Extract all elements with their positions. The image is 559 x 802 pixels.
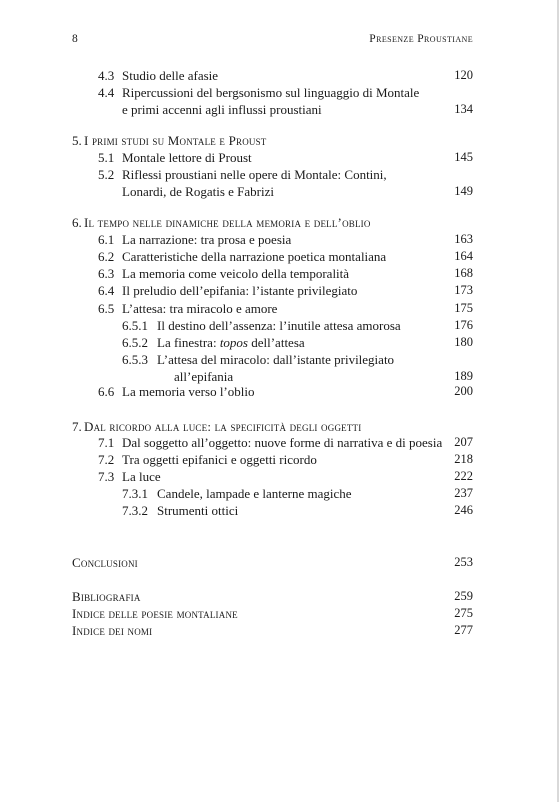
entry-title: Candele, lampade e lanterne magiche [157,486,352,501]
page-ref: 222 [454,469,473,483]
toc-entry-6-6[interactable] [72,383,473,400]
running-header [72,33,473,47]
entry-title: Indice delle poesie montaliane [72,606,238,621]
entry-title-continued: Lonardi, de Rogatis e Fabrizi [122,184,274,199]
toc-chapter-5[interactable] [72,132,473,149]
toc-entry-5-2[interactable] [72,166,473,200]
section-number: 6.4 [98,283,115,298]
toc-entry-4-4[interactable] [72,84,473,118]
toc-entry-6-3[interactable] [72,265,473,282]
chapter-title: Il tempo nelle dinamiche della memoria e dell’oblio [84,215,371,230]
page-ref: 173 [454,283,473,297]
section-number: 5.2 [98,167,115,182]
section-number: 6.5 [98,301,115,316]
toc-entry-5-1[interactable] [72,149,473,166]
toc-entry-6-1[interactable] [72,231,473,248]
toc-entry-6-4[interactable] [72,282,473,299]
section-number: 7.1 [98,435,115,450]
section-number: 6.5.2 [122,335,148,350]
page-ref: 277 [454,623,473,637]
entry-title: Il destino dell’assenza: l’inutile attesa amorosa [157,318,401,333]
page-ref: 145 [454,150,473,164]
entry-title: Dal soggetto all’oggetto: nuove forme di narrativa e di poesia [122,435,443,450]
toc-indice-poesie[interactable] [72,605,473,622]
toc-entry-6-2[interactable] [72,248,473,265]
section-number: 5.1 [98,150,115,165]
chapter-number: 7. [72,419,82,434]
toc-entry-4-3[interactable] [72,67,473,84]
entry-title: Studio delle afasie [122,68,219,83]
page-ref: 176 [454,318,473,332]
chapter-number: 6. [72,215,82,230]
toc-indice-nomi[interactable] [72,622,473,639]
entry-title: La memoria verso l’oblio [122,384,255,399]
section-number: 6.5.3 [122,352,148,367]
page-ref: 259 [454,589,473,603]
entry-title: Indice dei nomi [72,623,153,638]
toc-entry-6-5[interactable] [72,300,473,317]
entry-title-continued: e primi accenni agli influssi proustiani [122,102,322,117]
entry-title: Ripercussioni del bergsonismo sul linguaggio di Montale [122,85,420,100]
entry-title: La luce [122,469,161,484]
section-number: 6.2 [98,249,115,264]
page-ref: 134 [454,102,473,116]
toc-entry-6-5-3[interactable] [72,351,473,385]
section-number: 6.5.1 [122,318,148,333]
entry-title: Conclusioni [72,555,138,570]
page-ref: 168 [454,266,473,280]
entry-title-part: La finestra: [157,335,220,350]
toc-entry-7-3-1[interactable] [72,485,473,502]
running-title: Presenze Proustiane [369,33,473,45]
entry-title: Tra oggetti epifanici e oggetti ricordo [122,452,317,467]
entry-title [157,334,305,351]
entry-title-continued: all’epifania [174,369,234,384]
toc-entry-7-1[interactable] [72,434,473,451]
page-ref: 237 [454,486,473,500]
page-ref: 163 [454,232,473,246]
section-number: 6.6 [98,384,115,399]
entry-title: Il preludio dell’epifania: l’istante privilegiato [122,283,358,298]
page-ref: 149 [454,184,473,198]
entry-title-italic: topos [219,335,248,350]
section-number: 4.4 [98,85,115,100]
entry-title: Bibliografia [72,589,141,604]
chapter-title: I primi studi su Montale e Proust [84,133,267,148]
entry-title: Riflessi proustiani nelle opere di Montale: Contini, [122,167,387,182]
section-number: 7.3 [98,469,115,484]
entry-title: Strumenti ottici [157,503,239,518]
page-ref: 189 [454,369,473,383]
page-ref: 275 [454,606,473,620]
section-number: 4.3 [98,68,115,83]
entry-title: La memoria come veicolo della temporalità [122,266,350,281]
page-ref: 120 [454,68,473,82]
chapter-number: 5. [72,133,82,148]
page-ref: 253 [454,555,473,569]
toc-entry-7-3-2[interactable] [72,502,473,519]
entry-title: L’attesa: tra miracolo e amore [122,301,278,316]
page-ref: 218 [454,452,473,466]
toc-entry-6-5-1[interactable] [72,317,473,334]
page-ref: 246 [454,503,473,517]
section-number: 6.1 [98,232,115,247]
toc-entry-7-3[interactable] [72,468,473,485]
toc-chapter-7[interactable] [72,418,473,435]
entry-title: La narrazione: tra prosa e poesia [122,232,292,247]
entry-title: L’attesa del miracolo: dall’istante privilegiato [157,352,395,367]
section-number: 7.3.2 [122,503,148,518]
toc-entry-7-2[interactable] [72,451,473,468]
entry-title-part: dell’attesa [247,335,305,350]
page-ref: 200 [454,384,473,398]
entry-title: Caratteristiche della narrazione poetica montaliana [122,249,387,264]
section-number: 7.2 [98,452,115,467]
section-number: 7.3.1 [122,486,148,501]
entry-title: Montale lettore di Proust [122,150,252,165]
toc-bibliografia[interactable] [72,588,473,605]
toc-chapter-6[interactable] [72,214,473,231]
page-ref: 207 [454,435,473,449]
page-ref: 175 [454,301,473,315]
chapter-title: Dal ricordo alla luce: la specificità degli oggetti [84,419,362,434]
section-number: 6.3 [98,266,115,281]
page-ref: 164 [454,249,473,263]
toc-entry-6-5-2[interactable] [72,334,473,351]
page-number: 8 [72,33,78,45]
page-ref: 180 [454,335,473,349]
toc-conclusioni[interactable] [72,554,473,571]
